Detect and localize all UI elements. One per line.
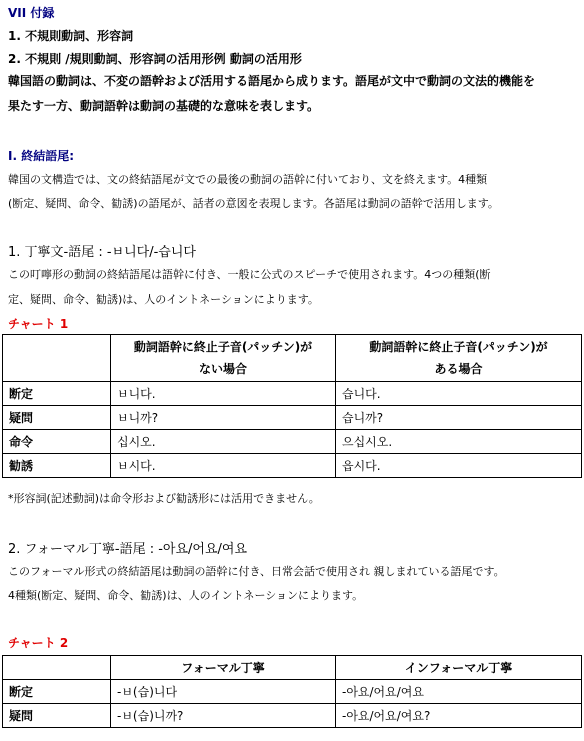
cell-with-batchim: 습니까? bbox=[336, 406, 582, 430]
chart-2-label: チャート 2 bbox=[8, 636, 69, 650]
chart-1-col1-line1: 動詞語幹に終止子音(パッチン)が bbox=[133, 340, 313, 354]
table-row bbox=[3, 680, 582, 704]
table-row bbox=[3, 382, 582, 406]
cell-formal: -ㅂ(습)니까? bbox=[111, 704, 336, 728]
cell-with-batchim: 습니다. bbox=[336, 382, 582, 406]
subsection-1-title: 1. 丁寧文-語尾 : -ㅂ니다/-습니다 bbox=[8, 245, 196, 260]
cell-no-batchim: ㅂ시다. bbox=[111, 454, 336, 478]
cell-no-batchim: 십시오. bbox=[111, 430, 336, 454]
row-label: 疑問 bbox=[3, 704, 111, 728]
cell-no-batchim: ㅂ니다. bbox=[111, 382, 336, 406]
table-row bbox=[3, 406, 582, 430]
chart-1-corner-cell bbox=[3, 335, 111, 382]
cell-no-batchim: ㅂ니까? bbox=[111, 406, 336, 430]
row-label: 勧誘 bbox=[3, 454, 111, 478]
cell-with-batchim: 읍시다. bbox=[336, 454, 582, 478]
section-1-title: Ⅰ. 終結語尾: bbox=[8, 149, 75, 163]
item-1: 1. 不規則動詞、形容詞 bbox=[8, 29, 134, 43]
subsection-1-para-line-2: 定、疑問、命令、勧誘)は、人のイントネーションによります。 bbox=[8, 293, 319, 306]
chart-1-col2-line1: 動詞語幹に終止子音(パッチン)が bbox=[369, 340, 548, 354]
section-1-para-line-1: 韓国の文構造では、文の終結語尾が文での最後の動詞の語幹に付いており、文を終えます。4種類 bbox=[8, 173, 488, 186]
table-row bbox=[3, 430, 582, 454]
subsection-2-title: 2. フォーマル丁寧-語尾 : -아요/어요/여요 bbox=[8, 542, 248, 557]
row-label: 命令 bbox=[3, 430, 111, 454]
chart-1-note: *形容詞(記述動詞)は命令形および勧誘形には活用できません。 bbox=[8, 492, 320, 505]
row-label: 断定 bbox=[3, 680, 111, 704]
chart-1-col-with-batchim bbox=[336, 335, 582, 382]
cell-formal: -ㅂ(습)니다 bbox=[111, 680, 336, 704]
appendix-title: VII 付録 bbox=[8, 6, 55, 20]
cell-informal: -아요/어요/여요? bbox=[336, 704, 582, 728]
subsection-1-para-line-1: この叮嚀形の動詞の終結語尾は語幹に付き、一般に公式のスピーチで使用されます。4つの種類(断 bbox=[8, 268, 491, 281]
chart-1-col2-line2: ある場合 bbox=[434, 362, 483, 376]
chart-2-col-informal: インフォーマル丁寧 bbox=[336, 656, 582, 680]
chart-1-col-no-batchim bbox=[111, 335, 336, 382]
row-label: 断定 bbox=[3, 382, 111, 406]
item-2: 2. 不規則 /規則動詞、形容詞の活用形例 動詞の活用形 bbox=[8, 52, 302, 66]
intro-line-1: 韓国語の動詞は、不変の語幹および活用する語尾から成ります。語尾が文中で動詞の文法的機能を bbox=[8, 74, 536, 88]
chart-1-table bbox=[2, 334, 582, 478]
chart-2-table bbox=[2, 655, 582, 728]
chart-2-header-row bbox=[3, 656, 582, 680]
intro-line-2: 果たす一方、動詞語幹は動詞の基礎的な意味を表します。 bbox=[8, 99, 320, 113]
cell-with-batchim: 으십시오. bbox=[336, 430, 582, 454]
subsection-2-para-line-1: このフォーマル形式の終結語尾は動詞の語幹に付き、日常会話で使用され 親しまれている語尾です。 bbox=[8, 565, 505, 578]
chart-2-corner-cell bbox=[3, 656, 111, 680]
chart-1-label: チャート 1 bbox=[8, 317, 69, 331]
chart-2-col-formal: フォーマル丁寧 bbox=[111, 656, 336, 680]
row-label: 疑問 bbox=[3, 406, 111, 430]
cell-informal: -아요/어요/여요 bbox=[336, 680, 582, 704]
chart-1-header-row bbox=[3, 335, 582, 382]
table-row bbox=[3, 704, 582, 728]
chart-1-col1-line2: ない場合 bbox=[198, 362, 247, 376]
section-1-para-line-2: (断定、疑問、命令、勧誘)の語尾が、話者の意図を表現します。各語尾は動詞の語幹で活用します。 bbox=[8, 197, 499, 210]
subsection-2-para-line-2: 4種類(断定、疑問、命令、勧誘)は、人のイントネーションによります。 bbox=[8, 589, 364, 602]
table-row bbox=[3, 454, 582, 478]
